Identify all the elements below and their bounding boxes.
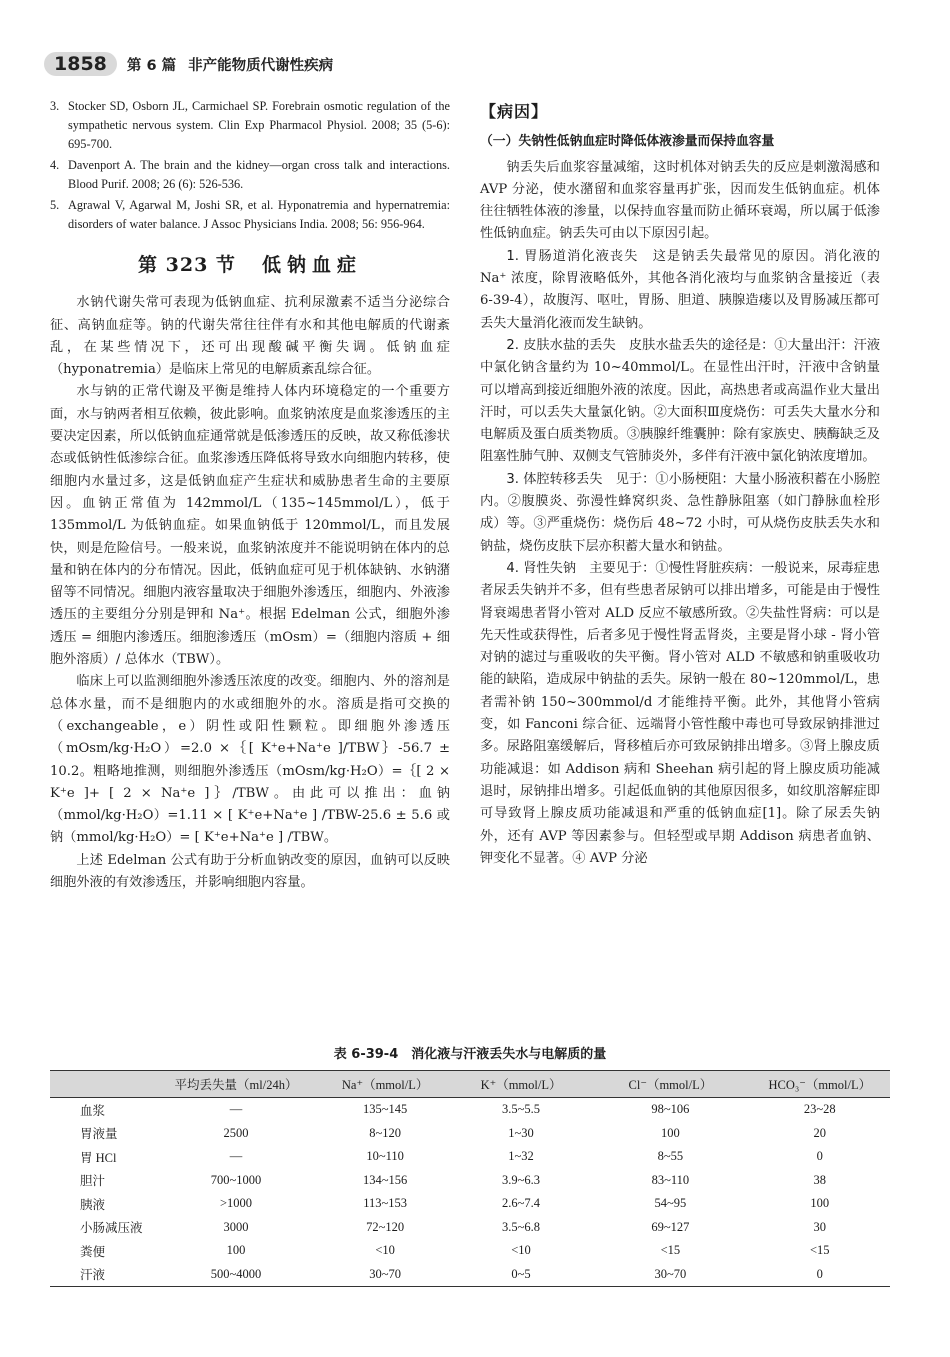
table-header: Cl⁻（mmol/L） [591,1071,749,1098]
right-column [480,97,880,870]
cause-item: 1. 胃肠道消化液丧失 这是钠丢失最常见的原因。消化液的 Na⁺ 浓度，除胃液略低外，其他各消化液均与血浆钠含量接近（表 6-39-4），故腹泻、呕吐，胃肠、胆道、胰腺造瘘以及胃肠减压都可丢失大量消化液而发生缺钠。 [480,248,880,331]
reference-item: 3. Stocker SD, Osborn JL, Carmichael SP. Forebrain osmotic regulation of the sympathetic nervous system. Clin Exp Pharmacol Physiol. 2008; 35 (5-6): 695-700. [50,99,450,151]
table-row: 胰液 >1000 113~153 2.6~7.4 54~95 100 [80,1196,830,1212]
body-paragraph: 钠丢失后血浆容量减缩，这时机体对钠丢失的反应是刺激渴感和 AVP 分泌，使水潴留和血浆容量再扩张，因而发生低钠血症。机体往往牺牲体液的渗量，以保持血容量而防止循环衰竭，所以属于低渗性低钠血症。钠丢失可由以下原因引起。 [480,159,880,242]
part-number: 第 6 篇 [126,57,177,74]
part-title: 非产能物质代谢性疾病 [188,57,334,74]
table-row: 血浆 — 135~145 3.5~5.5 98~106 23~28 [80,1102,836,1118]
table-row: 小肠减压液 3000 72~120 3.5~6.8 69~127 30 [80,1219,827,1236]
table-header-row [50,1071,890,1098]
electrolyte-table-section [50,1043,890,1287]
cause-item: 3. 体腔转移丢失 见于：①小肠梗阻：大量小肠液积蓄在小肠腔内。②腹膜炎、弥漫性蜂窝织炎、急性静脉阻塞（如门静脉血栓形成）等。③严重烧伤：烧伤后 48~72 小时，可从烧伤皮肤丢失水和钠盐，烧伤皮肤下层亦积蓄大量水和钠盐。 [480,471,881,554]
body-paragraph: 临床上可以监测细胞外渗透压浓度的改变。细胞内、外的溶剂是总体水量，而不是细胞内的水或细胞外的水。溶质是指可交换的（exchangeable，e）阴性或阳性颗粒。即细胞外渗透压（mOsm/kg·H₂O）=2.0 ×｛[ K⁺e+Na⁺e ]/TBW｝-56.7 ± 10.2。粗略地推测，则细胞外渗透压（mOsm/kg·H₂O）=｛[ 2 × K⁺e ]+ [ 2 × Na⁺e ]｝/TBW。由此可以推出：血钠（mmol/kg·H₂O）=1.11 × [ K⁺e+Na⁺e ] /TBW-25.6 ± 5.6 或钠（mmol/kg·H₂O）= [ K⁺e+Na⁺e ] /TBW。 [50,674,450,846]
table-row: 胃 HCl — 10~110 1~32 8~55 0 [80,1149,823,1165]
body-paragraph: 上述 Edelman 公式有助于分析血钠改变的原因，血钠可以反映细胞外液的有效渗透压，并影响细胞内容量。 [50,852,450,891]
table-row: 胆汁 700~1000 134~156 3.9~6.3 83~110 38 [80,1172,827,1189]
etiology-heading: 【病因】 [480,102,549,121]
table-header: HCO₃⁻（mmol/L） [750,1071,890,1098]
table-caption: 表 6-39-4 消化液与汗液丢失水与电解质的量 [333,1047,607,1062]
reference-item: 5. Agrawal V, Agarwal M, Joshi SR, et al. Hyponatremia and hypernatremia: disorders of water balance. J Assoc Physicians India. 2008; 56: 956-964. [50,198,450,231]
table-header: 平均丢失量（ml/24h） [153,1071,320,1098]
section-number: 第 323 节 [138,254,236,276]
reference-item: 4. Davenport A. The brain and the kidney—organ cross talk and interactions. Blood Purif. 2008; 26 (6): 526-536. [50,158,450,191]
cause-item: 2. 皮肤水盐的丢失 皮肤水盐丢失的途径是：①大量出汗：汗液中氯化钠含量约为 10~40mmol/L。在显性出汗时，汗液中含钠量可以增高到接近细胞外液的浓度。因此，高热患者或高温作业大量出汗时，可以丢失大量氯化钠。②大面积Ⅲ度烧伤：可丢失大量水分和电解质及蛋白质类物质。③胰腺纤维囊肿：除有家族史、胰酶缺乏及阻塞性肺气肿、双侧支气管肺炎外，多伴有汗液中氯化钠浓度增加。 [480,337,881,465]
section-name: 低钠血症 [261,254,362,276]
cause-item: 4. 肾性失钠 主要见于：①慢性肾脏疾病：一般说来，尿毒症患者尿丢失钠并不多，但有些患者尿钠可以排出增多，可能是由于慢性肾衰竭患者肾小管对 ALD 反应不敏感所致。②失盐性肾病：可以是先天性或获得性，后者多见于慢性肾盂肾炎，主要是肾小球 - 肾小管对钠的滤过与重吸收的失平衡。肾小管对 ALD 不敏感和钠重吸收功能的缺陷，造成尿中钠盐的丢失。尿钠一般在 80~120mmol/L，患者需补钠 150~300mmol/d 才能维持平衡。此外，其他肾小管病变，如 Fanconi 综合征、远端肾小管性酸中毒也可导致尿钠排泄过多。尿路阻塞缓解后，肾移植后亦可致尿钠排出增多。③肾上腺皮质功能减退：如 Addison 病和 Sheehan 病引起的肾上腺皮质功能减退时，尿钠排出增多。引起低血钠的其他原因很多，如纹肌溶解症即可导致肾上腺皮质功能减退和严重的低钠血症[1]。除了尿丢失钠外，还有 AVP 等因素参与。但轻型或早期 Addison 病患者血钠、钾变化不显著。④ AVP 分泌 [480,560,880,866]
table-row: 粪便 100 <10 <10 <15 <15 [80,1243,830,1259]
running-header [44,50,904,78]
table-row: 胃液量 2500 8~120 1~30 100 20 [80,1125,827,1142]
page-number: 1858 [44,52,117,76]
table-row: 汗液 500~4000 30~70 0~5 30~70 0 [50,1263,890,1287]
etiology-subheading: （一）失钠性低钠血症时降低体液渗量而保持血容量 [480,134,775,150]
section-title [50,254,450,276]
table-header: Na⁺（mmol/L） [319,1071,450,1098]
table-header [50,1071,153,1098]
body-paragraph: 水与钠的正常代谢及平衡是维持人体内环境稳定的一个重要方面，水与钠两者相互依赖，彼此影响。血浆钠浓度是血浆渗透压的主要决定因素，所以低钠血症通常就是低渗透压的反映，故又称低渗状态或低钠性低渗综合征。血浆渗透压降低将导致水向细胞内转移，使细胞内水量过多，这是低钠血症产生症状和威胁患者生命的主要原因。血钠正常值为 142mmol/L（135~145mmol/L），低于 135mmol/L 为低钠血症。如果血钠低于 120mmol/L，而且发展快，则是危险信号。一般来说，血浆钠浓度并不能说明钠在体内的总量和钠在体内的分布情况。因此，低钠血症可见于机体缺钠、水钠潴留等不同情况。细胞内液容量取决于细胞外渗透压，细胞内、外液渗透压的主要组分分别是钾和 Na⁺。根据 Edelman 公式，细胞外渗透压 = 细胞内渗透压。细胞渗透压（mOsm）=（细胞内溶质 + 细胞外溶质）/ 总体水（TBW）。 [50,384,450,668]
electrolyte-table [50,1070,890,1287]
table-header: K⁺（mmol/L） [451,1071,591,1098]
body-paragraph: 水钠代谢失常可表现为低钠血症、抗利尿激素不适当分泌综合征、高钠血症等。钠的代谢失常往往伴有水和其他电解质的代谢紊乱，在某些情况下，还可出现酸碱平衡失调。低钠血症（hyponatremia）是临床上常见的电解质紊乱综合征。 [50,295,450,378]
header-part [127,54,345,75]
left-column [50,97,450,894]
